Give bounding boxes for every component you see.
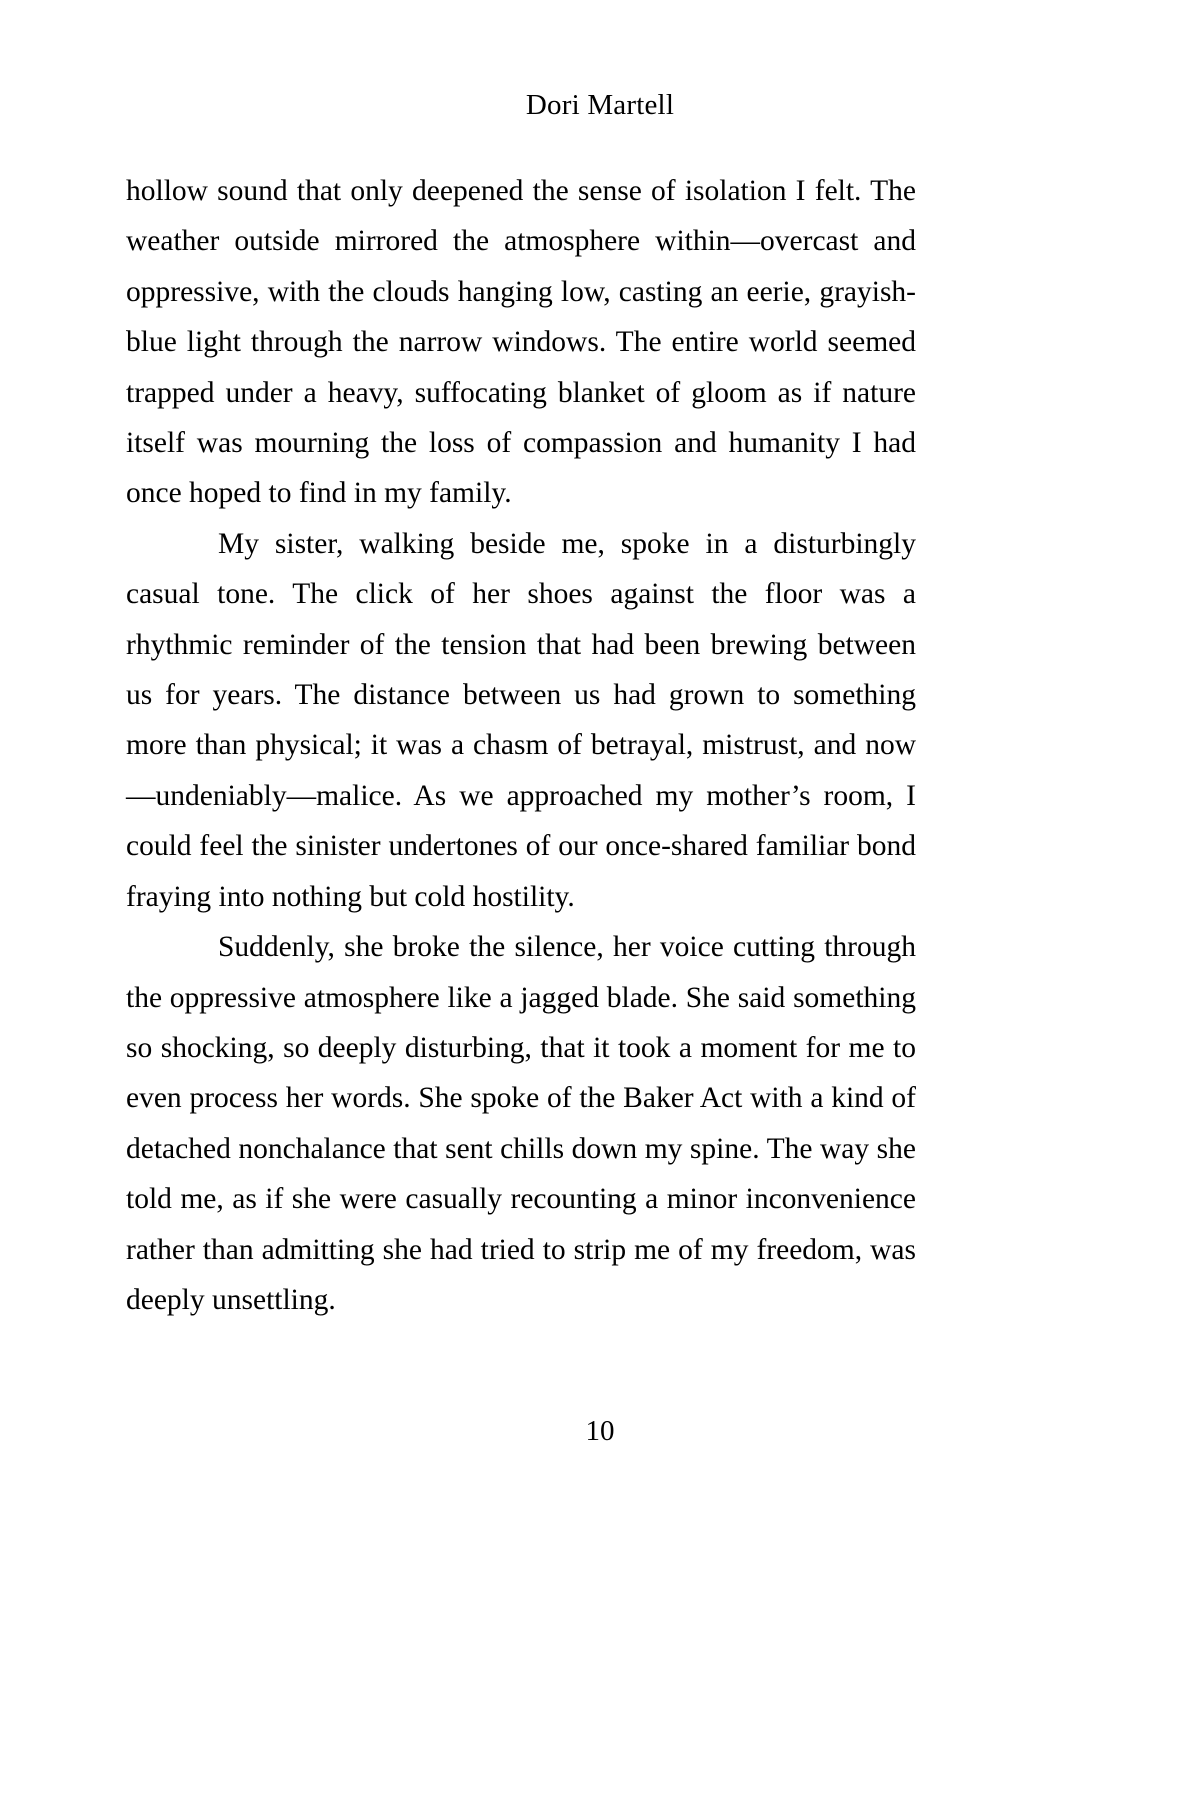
body-paragraph-2: My sister, walking beside me, spoke in a disturbingly casual tone. The click of her shoes against the floor was a rhythmic reminder of the tension that had been brewing between us for years. The distance between us had grown to something more than physical; it was a chasm of betrayal, mistrust, and now—undeniably—malice. As we approached my mother’s room, I could feel the sinister undertones of our once-shared familiar bond fraying into nothing but cold hostility. [126,527,916,913]
running-header-author: Dori Martell [525,89,675,121]
body-paragraph-3: Suddenly, she broke the silence, her voice cutting through the oppressive atmosphere like a jagged blade. She said something so shocking, so deeply disturbing, that it took a moment for me to even process her words. She spoke of the Baker Act with a kind of detached nonchalance that sent chills down my spine. The way she told me, as if she were casually recounting a minor inconvenience rather than admitting she had tried to strip me of my freedom, was deeply unsettling. [126,931,916,1316]
page-number: 10 [585,1415,615,1447]
body-text-block [126,166,916,1325]
body-paragraph-1: hollow sound that only deepened the sense of isolation I felt. The weather outside mirrored the atmosphere within—overcast and oppressive, with the clouds hanging low, casting an eerie, grayish-blue light through the narrow windows. The entire world seemed trapped under a heavy, suffocating blanket of gloom as if nature itself was mourning the loss of compassion and humanity I had once hoped to find in my family. [126,175,916,510]
